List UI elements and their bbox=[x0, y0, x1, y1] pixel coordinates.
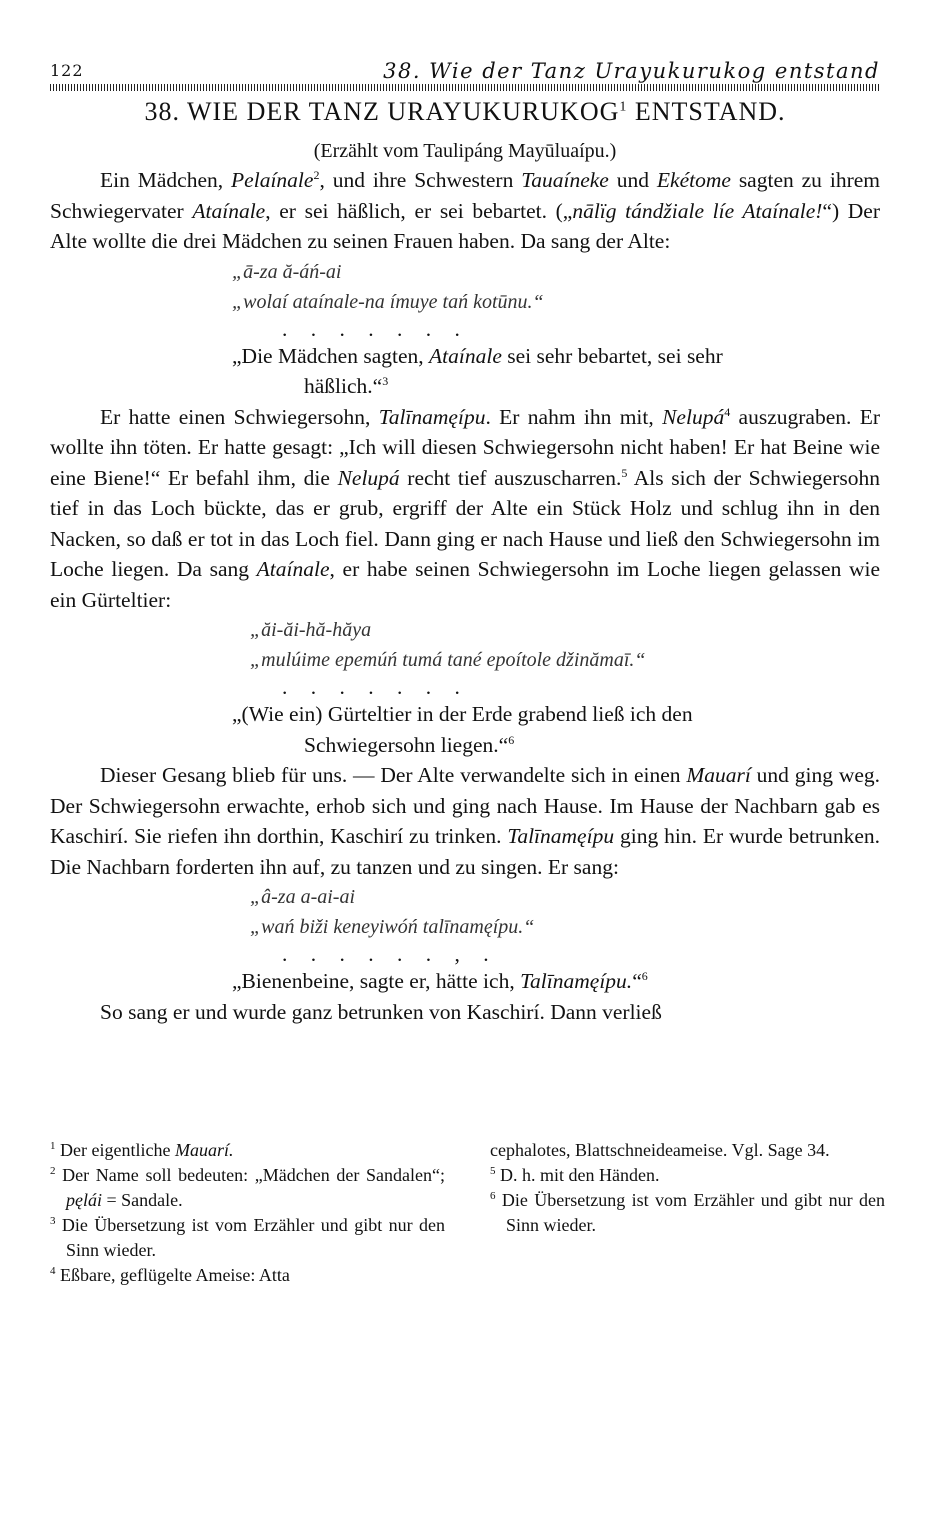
song-translation: „Bienenbeine, sagte er, hätte ich, Talīnamęípu.“$^6$ bbox=[232, 968, 648, 993]
ellipsis-dots: . . . . . . . bbox=[282, 316, 469, 341]
paragraph: So sang er und wurde ganz betrunken von Kaschirí. Dann verließ bbox=[100, 999, 662, 1024]
song-translation: „Die Mädchen sagten, Ataínale sei sehr bebartet, sei sehr häßlich.“$^3$ bbox=[232, 343, 723, 398]
footnote-continuation: cephalotes, Blattschneideameise. Vgl. Sage 34. bbox=[490, 1140, 830, 1160]
paragraph: Dieser Gesang blieb für uns. — Der Alte verwandelte sich in einen Mauarí und ging weg. Der Schwiegersohn erwachte, erhob sich und ging nach Hause. Im Hause der Nachbarn gab es Kaschirí. Sie riefen ihn dorthin, Kaschirí zu trinken. Talīnamęípu ging hin. Er wurde betrunken. Die Nachbarn forderten ihn auf, zu tanzen und zu singen. Er sang: bbox=[50, 763, 881, 879]
song-line: „â-za a-ai-ai bbox=[250, 886, 355, 908]
paragraph: Ein Mädchen, Pelaínale$^2$, und ihre Schwestern Tauaíneke und Ekétome sagten zu ihrem Schwiegervater Ataínale, er sei häßlich, er sei bebartet. („nālïg tándžiale líe Ataínale!“) Der Alte wollte die drei Mädchen zu seinen Frauen haben. Da sang der Alte: bbox=[50, 167, 881, 253]
footnote: $^6$ Die Übersetzung ist vom Erzähler und gibt nur den Sinn wieder. bbox=[490, 1190, 885, 1235]
song-line: „wań biži keneyiwóń talīnamęípu.“ bbox=[250, 916, 535, 938]
body-text bbox=[50, 165, 880, 1027]
running-title: 38. Wie der Tanz Urayukurukog entstand bbox=[383, 59, 880, 83]
footnote-ref: 1 bbox=[619, 99, 628, 115]
song-line: „ā-za ă-áń-ai bbox=[232, 260, 342, 283]
footnote: $^4$ Eßbare, geflügelte Ameise: Atta bbox=[50, 1265, 290, 1285]
song-translation: „(Wie ein) Gürteltier in der Erde grabend ließ ich den Schwiegersohn liegen.“$^6$ bbox=[232, 702, 693, 757]
footnote: $^2$ Der Name soll bedeuten: „Mädchen der Sandalen“; pęlái = Sandale. bbox=[50, 1165, 445, 1210]
ellipsis-dots: . . . . . . . bbox=[282, 675, 469, 699]
chapter-subtitle: (Erzählt vom Taulipáng Mayūluaípu.) bbox=[313, 140, 617, 162]
song-line: „wolaí ataínale-na ímuye tań kotūnu.“ bbox=[232, 290, 544, 313]
footnote-column-left bbox=[50, 1138, 445, 1288]
chapter-title: 38. WIE DER TANZ URAYUKURUKOG$^1$ ENTSTAND. bbox=[144, 97, 786, 126]
ellipsis-dots: . . . . . . , . bbox=[282, 942, 498, 966]
song-line: „ăi-ăi-hă-hăya bbox=[250, 619, 372, 641]
page-number: 122 bbox=[50, 61, 84, 80]
footnote: $^5$ D. h. mit den Händen. bbox=[490, 1165, 660, 1185]
running-header bbox=[50, 58, 880, 84]
footnote-column-right bbox=[490, 1138, 885, 1238]
header-rule bbox=[50, 84, 880, 91]
footnote: $^1$ Der eigentliche Mauarí. bbox=[50, 1140, 234, 1160]
footnote: $^3$ Die Übersetzung ist vom Erzähler und gibt nur den Sinn wieder. bbox=[50, 1215, 445, 1260]
song-line: „mulúime epemúń tumá tané epoítole džinămaī.“ bbox=[250, 649, 646, 671]
paragraph: Er hatte einen Schwiegersohn, Talīnamęípu. Er nahm ihn mit, Nelupá$^4$ auszugraben. Er wollte ihn töten. Er hatte gesagt: „Ich will diesen Schwiegersohn nicht haben! Er hat Beine wie eine Biene!“ Er befahl ihm, die Nelupá recht tief auszuscharren.$^5$ Als sich der Schwiegersohn tief in das Loch bückte, das er grub, ergriff der Alte ein Stück Holz und schlug ihn in den Nacken, so daß er tot in das Loch fiel. Dann ging er nach Hause und ließ den Schwiegersohn im Loche liegen. Da sang Ataínale, er habe seinen Schwiegersohn im Loche liegen gelassen wie ein Gürteltier: bbox=[50, 404, 881, 612]
